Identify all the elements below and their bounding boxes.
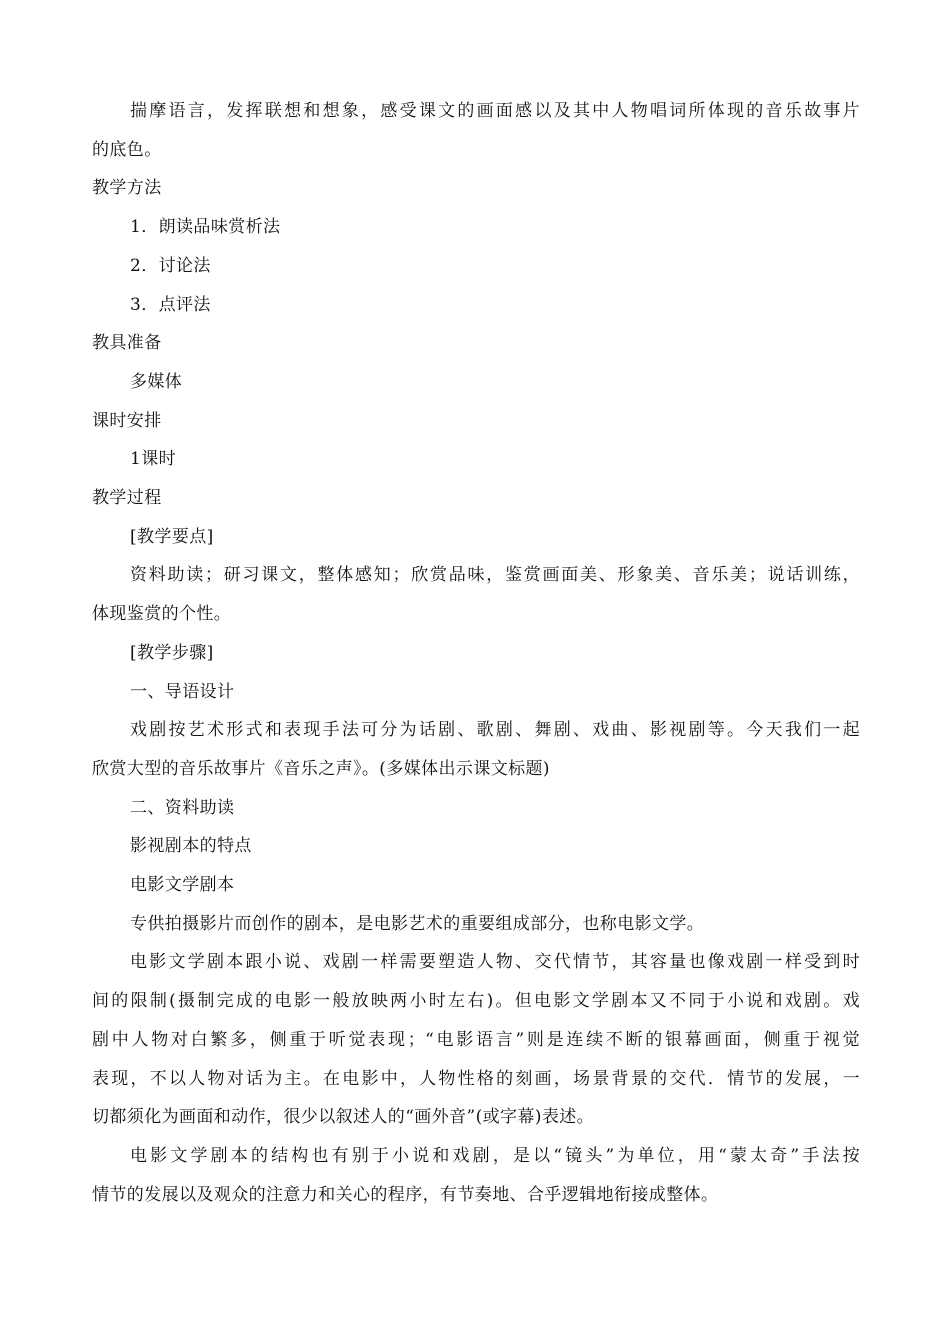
section-reference-reading: 二、资料助读 — [130, 797, 235, 818]
structure-paragraph-line-2: 情节的发展以及观众的注意力和关心的程序，有节奏地、合乎逻辑地衔接成整体。 — [92, 1184, 719, 1205]
film-script-definition: 专供拍摄影片而创作的剧本，是电影艺术的重要组成部分，也称电影文学。 — [130, 913, 705, 934]
method-item-2: 2．讨论法 — [130, 255, 211, 276]
heading-teaching-aids: 教具准备 — [92, 333, 162, 354]
heading-teaching-methods: 教学方法 — [92, 178, 162, 199]
document-body — [92, 92, 860, 1214]
intro-paragraph-line-2: 欣赏大型的音乐故事片《音乐之声》。(多媒体出示课文标题) — [92, 758, 550, 779]
method-item-3: 3．点评法 — [130, 294, 211, 315]
class-hours-value: 1课时 — [130, 449, 177, 470]
film-script-paragraph-line-4: 表现，不以人物对话为主。在电影中，人物性格的刻画，场景背景的交代．情节的发展，一 — [92, 1068, 860, 1089]
key-points-line-2: 体现鉴赏的个性。 — [92, 604, 232, 625]
heading-class-hours: 课时安排 — [92, 410, 162, 431]
film-script-paragraph-line-2: 间的限制(摄制完成的电影一般放映两小时左右)。但电影文学剧本又不同于小说和戏剧。戏 — [92, 991, 860, 1012]
structure-paragraph-line-1: 电影文学剧本的结构也有别于小说和戏剧，是以“镜头”为单位，用“蒙太奇”手法按 — [130, 1145, 860, 1166]
subsection-film-script: 电影文学剧本 — [130, 875, 235, 896]
film-script-paragraph-line-1: 电影文学剧本跟小说、戏剧一样需要塑造人物、交代情节，其容量也像戏剧一样受到时 — [130, 952, 860, 973]
section-intro-design: 一、导语设计 — [130, 681, 235, 702]
method-item-1: 1．朗读品味赏析法 — [130, 217, 281, 238]
intro-paragraph-line-1: 戏剧按艺术形式和表现手法可分为话剧、歌剧、舞剧、戏曲、影视剧等。今天我们一起 — [130, 720, 860, 741]
heading-teaching-process: 教学过程 — [92, 488, 162, 509]
subheading-teaching-steps: [教学步骤] — [130, 642, 214, 663]
goal-paragraph-line-2: 的底色。 — [92, 139, 162, 160]
subheading-key-points: [教学要点] — [130, 526, 214, 547]
key-points-line-1: 资料助读；研习课文，整体感知；欣赏品味，鉴赏画面美、形象美、音乐美；说话训练， — [130, 565, 860, 586]
goal-paragraph-line-1: 揣摩语言，发挥联想和想象，感受课文的画面感以及其中人物唱词所体现的音乐故事片 — [130, 101, 860, 121]
teaching-aids-value: 多媒体 — [130, 371, 183, 392]
subsection-screenplay-features: 影视剧本的特点 — [130, 836, 252, 857]
film-script-paragraph-line-5: 切都须化为画面和动作，很少以叙述人的“画外音”(或字幕)表述。 — [92, 1107, 595, 1128]
film-script-paragraph-line-3: 剧中人物对白繁多，侧重于听觉表现；“电影语言”则是连续不断的银幕画面，侧重于视觉 — [92, 1029, 860, 1050]
